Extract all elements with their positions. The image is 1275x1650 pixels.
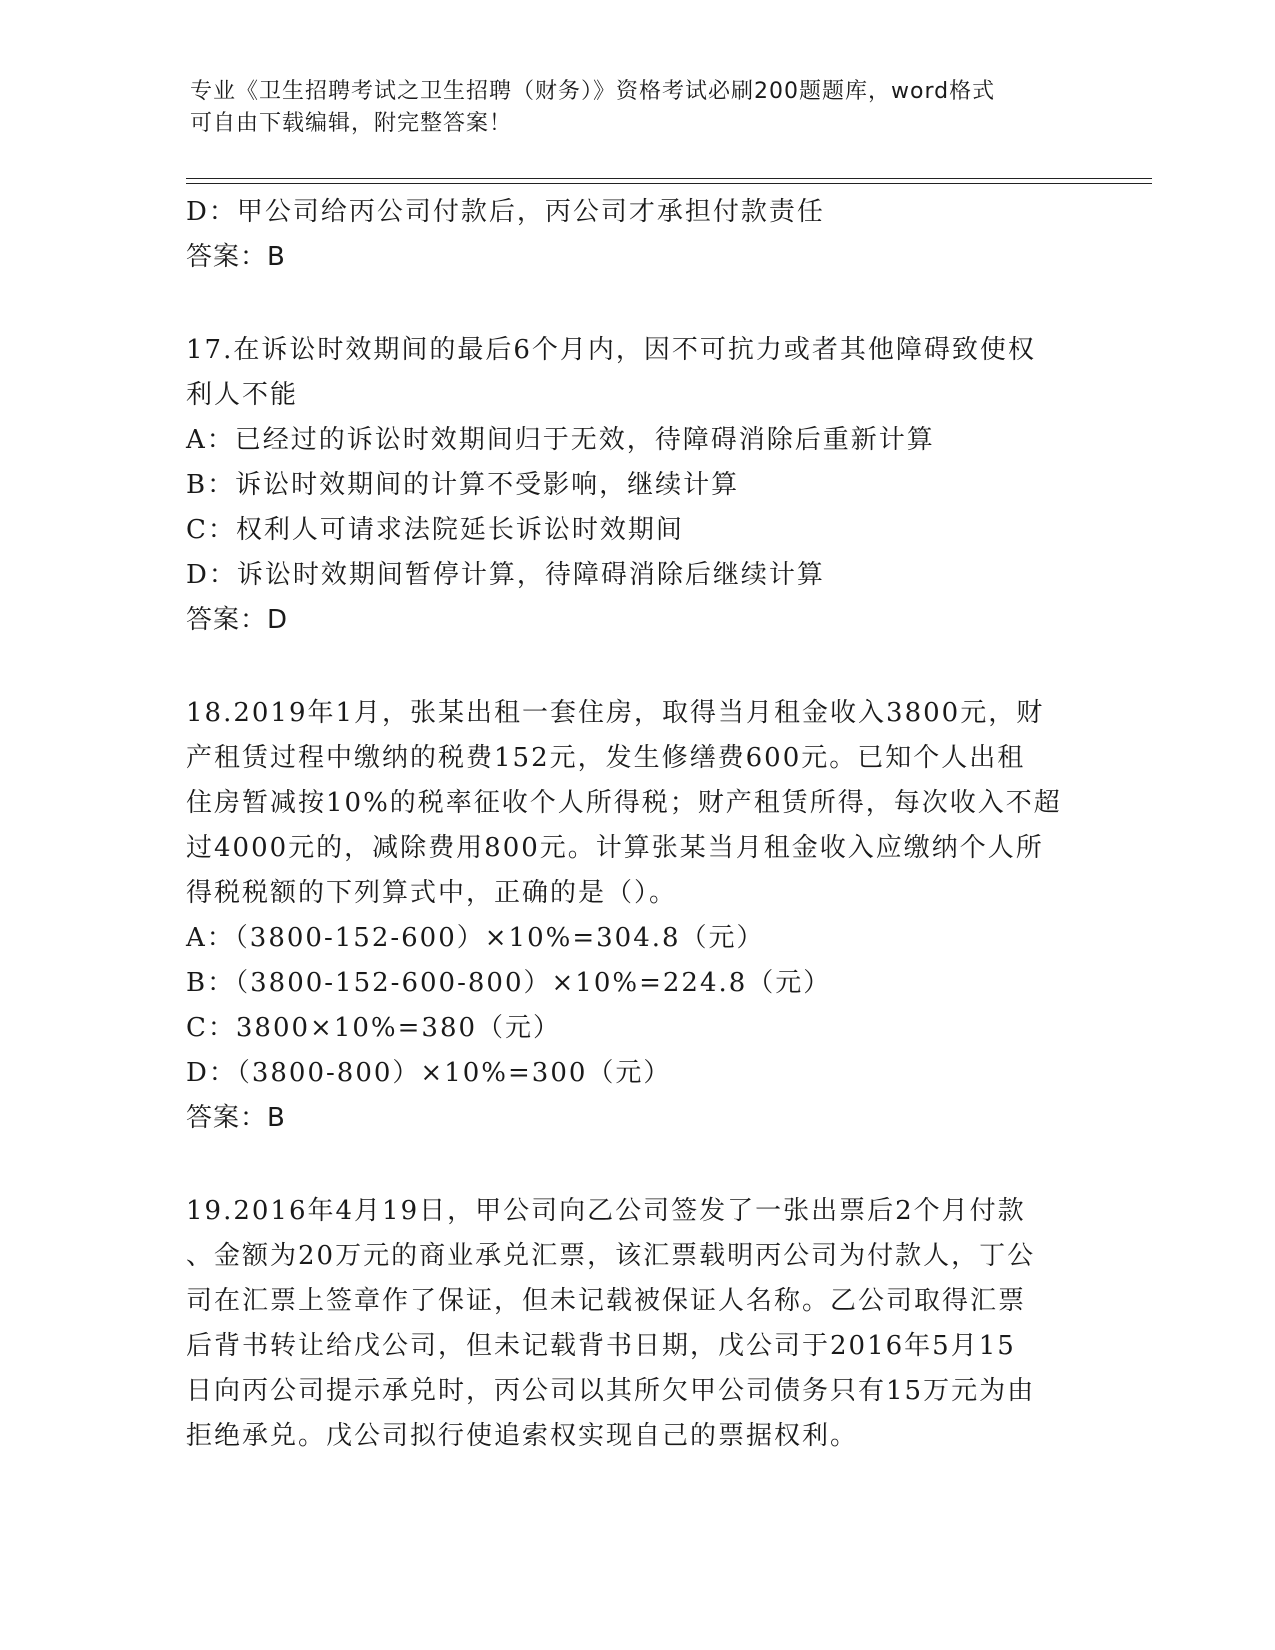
question-stem: 产租赁过程中缴纳的税费152元，发生修缮费600元。已知个人出租 xyxy=(186,743,1026,773)
header-line-1: 专业《卫生招聘考试之卫生招聘（财务）》资格考试必刷200题题库，word格式 xyxy=(190,79,996,104)
question-stem: 利人不能 xyxy=(186,380,299,410)
option-a: A：已经过的诉讼时效期间归于无效，待障碍消除后重新计算 xyxy=(186,425,935,455)
question-19 xyxy=(186,1189,1086,1459)
question-stem: 后背书转让给戊公司，但未记载背书日期，戊公司于2016年5月15 xyxy=(186,1331,1016,1361)
option-b: B：诉讼时效期间的计算不受影响，继续计算 xyxy=(186,470,740,500)
answer-line: 答案：B xyxy=(186,1103,286,1133)
question-17 xyxy=(186,328,1086,643)
question-stem: 17.在诉讼时效期间的最后6个月内，因不可抗力或者其他障碍致使权 xyxy=(186,335,1036,365)
option-b: B：（3800-152-600-800）×10%=224.8（元） xyxy=(186,968,832,998)
question-stem: 住房暂减按10%的税率征收个人所得税；财产租赁所得，每次收入不超 xyxy=(186,788,1062,818)
question-stem: 19.2016年4月19日，甲公司向乙公司签发了一张出票后2个月付款 xyxy=(186,1196,1026,1226)
question-stem: 过4000元的，减除费用800元。计算张某当月租金收入应缴纳个人所 xyxy=(186,833,1044,863)
question-18 xyxy=(186,691,1086,1141)
question-stem: 得税税额的下列算式中，正确的是（）。 xyxy=(186,878,678,908)
option-c: C：权利人可请求法院延长诉讼时效期间 xyxy=(186,515,684,545)
option-d: D：（3800-800）×10%=300（元） xyxy=(186,1058,672,1088)
option-a: A：（3800-152-600）×10%=304.8（元） xyxy=(186,923,765,953)
option-d: D：诉讼时效期间暂停计算，待障碍消除后继续计算 xyxy=(186,560,825,590)
answer-line: 答案：B xyxy=(186,242,286,272)
page-header xyxy=(190,76,1070,140)
answer-line: 答案：D xyxy=(186,605,289,635)
question-stem: 日向丙公司提示承兑时，丙公司以其所欠甲公司债务只有15万元为由 xyxy=(186,1376,1036,1406)
document-body xyxy=(186,190,1086,1459)
header-divider-top xyxy=(186,178,1152,179)
previous-question-tail xyxy=(186,190,1086,280)
header-divider-bottom xyxy=(186,183,1152,184)
option-c: C：3800×10%=380（元） xyxy=(186,1013,562,1043)
question-stem: 、金额为20万元的商业承兑汇票，该汇票载明丙公司为付款人，丁公 xyxy=(186,1241,1036,1271)
question-stem: 18.2019年1月，张某出租一套住房，取得当月租金收入3800元，财 xyxy=(186,698,1045,728)
question-stem: 拒绝承兑。戊公司拟行使追索权实现自己的票据权利。 xyxy=(186,1421,859,1451)
option-d: D：甲公司给丙公司付款后，丙公司才承担付款责任 xyxy=(186,197,825,227)
question-stem: 司在汇票上签章作了保证，但未记载被保证人名称。乙公司取得汇票 xyxy=(186,1286,1027,1316)
header-line-2: 可自由下载编辑，附完整答案！ xyxy=(190,111,513,136)
